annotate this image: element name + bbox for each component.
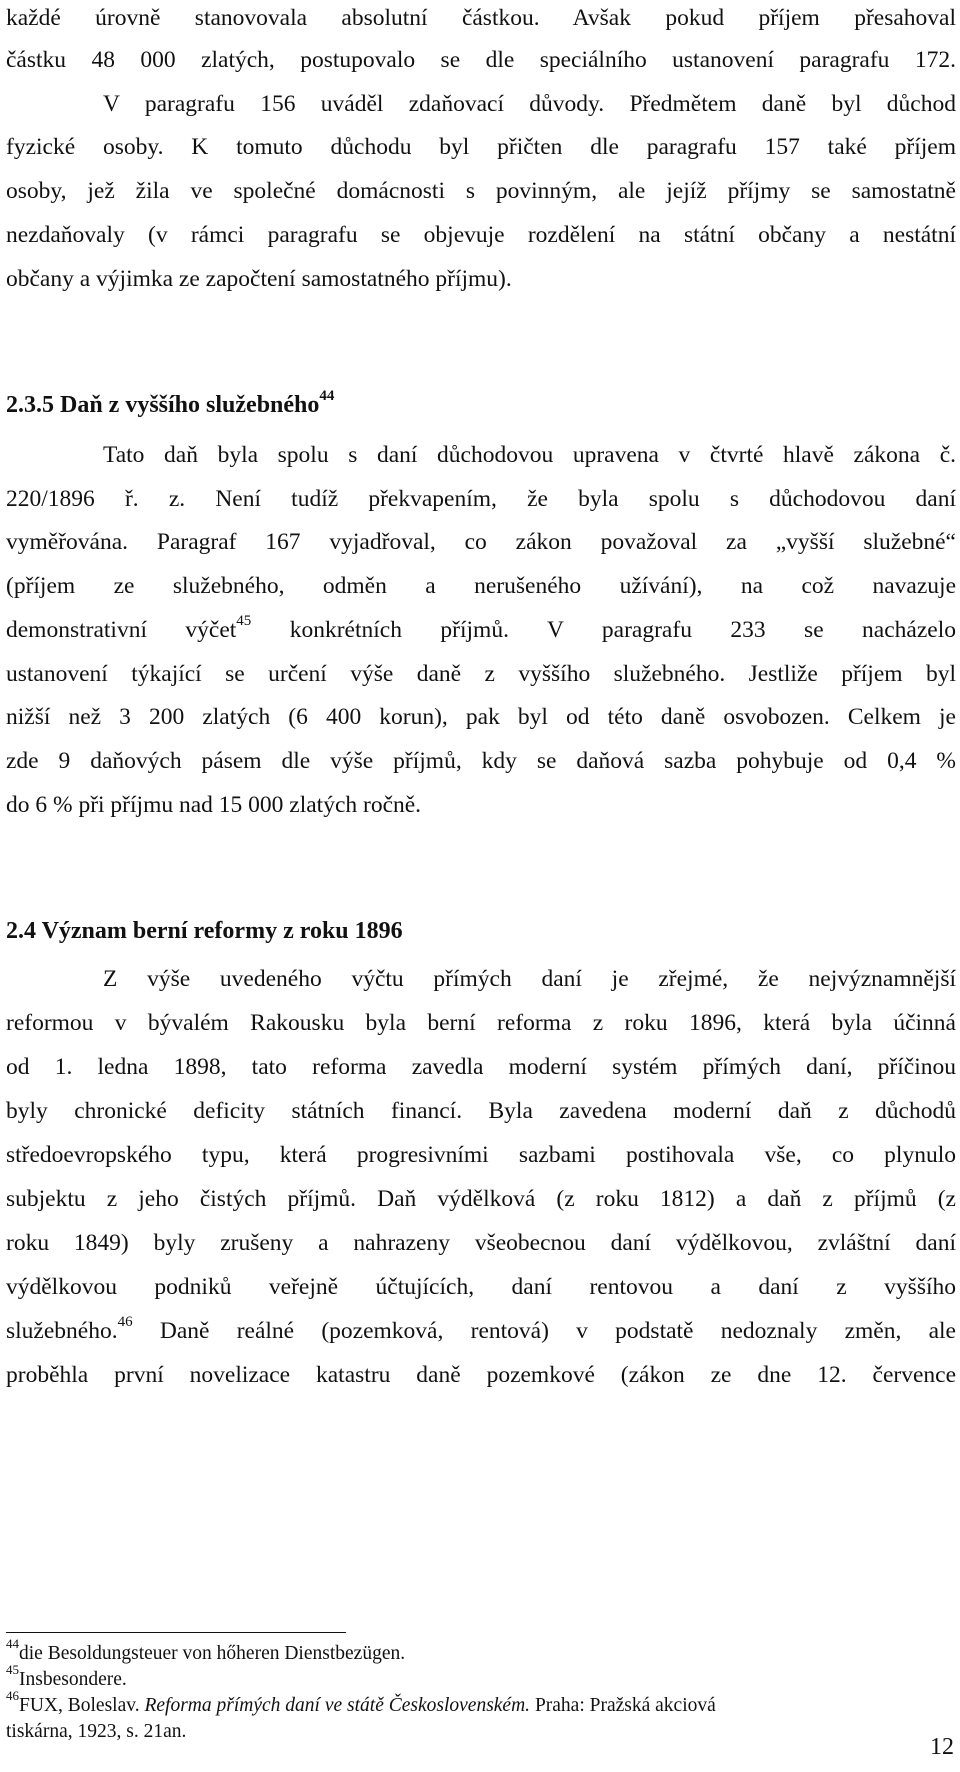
footnote-text: die Besoldungsteuer von hőheren Dienstbezügen. [19,1643,406,1664]
footnote-title: Reforma přímých daní ve státě Československém. [144,1695,531,1716]
section-heading [6,390,956,420]
body-line: Z výše uvedeného výčtu přímých daní je zřejmé, že nejvýznamnější [103,966,956,992]
footnote-ref: 46 [117,1314,133,1331]
body-line: nižší než 3 200 zlatých (6 400 korun), pak byl od této daně osvobozen. Celkem je [6,704,956,730]
body-line: vyměřována. Paragraf 167 vyjadřoval, co zákon považoval za „vyšší služebné“ [6,529,956,555]
footnote [6,1661,946,1692]
section-heading-text: 2.3.5 Daň z vyššího služebného [6,392,320,418]
footnote-ref: 45 [236,613,252,630]
footnote-number: 44 [6,1635,19,1651]
body-line: každé úrovně stanovovala absolutní částkou. Avšak pokud příjem přesahoval [6,5,956,31]
body-line [6,615,956,645]
body-line: Tato daň byla spolu s daní důchodovou upravena v čtvrté hlavě zákona č. [103,442,956,468]
body-line: zde 9 daňových pásem dle výše příjmů, kdy se daňová sazba pohybuje od 0,4 % [6,748,956,774]
body-line: výdělkovou podniků veřejně účtujících, daní rentovou a daní z vyššího [6,1274,956,1300]
body-line: 220/1896 ř. z. Není tudíž překvapením, že byla spolu s důchodovou daní [6,486,956,512]
body-text: služebného. [6,1318,118,1344]
body-line: reformou v bývalém Rakousku byla berní reforma z roku 1896, která byla účinná [6,1010,956,1036]
body-text: Daně reálné (pozemková, rentová) v podstatě nedoznaly změn, ale [132,1318,956,1344]
footnote-text: FUX, Boleslav. [19,1695,145,1716]
body-text: demonstrativní výčet [6,617,237,643]
footnote-text: Praha: Pražská akciová [530,1695,716,1716]
body-line: částku 48 000 zlatých, postupovalo se dle speciálního ustanovení paragrafu 172. [6,47,956,73]
body-line: fyzické osoby. K tomuto důchodu byl přičten dle paragrafu 157 také příjem [6,134,956,160]
body-line: od 1. ledna 1898, tato reforma zavedla moderní systém přímých daní, příčinou [6,1054,956,1080]
footnote-number: 46 [6,1687,19,1703]
footnote-continuation: tiskárna, 1923, s. 21an. [6,1721,187,1742]
footnote [6,1687,946,1718]
footnote-number: 45 [6,1661,19,1677]
body-text: konkrétních příjmů. V paragrafu 233 se nacházelo [251,617,956,643]
body-line: do 6 % při příjmu nad 15 000 zlatých ročně. [6,792,422,818]
body-line: středoevropského typu, která progresivními sazbami postihovala vše, co plynulo [6,1142,956,1168]
page-number: 12 [930,1734,954,1760]
footnote-ref: 44 [319,388,335,404]
body-line: nezdaňovaly (v rámci paragrafu se objevuje rozdělení na státní občany a nestátní [6,222,956,248]
footnote-text: Insbesondere. [19,1669,127,1690]
footnote [6,1635,946,1666]
body-line: osoby, jež žila ve společné domácnosti s povinným, ale jejíž příjmy se samostatně [6,178,956,204]
body-line: proběhla první novelizace katastru daně pozemkové (zákon ze dne 12. července [6,1362,956,1388]
body-line: (příjem ze služebného, odměn a nerušeného užívání), na což navazuje [6,573,956,599]
body-line: roku 1849) byly zrušeny a nahrazeny všeobecnou daní výdělkovou, zvláštní daní [6,1230,956,1256]
section-heading: 2.4 Význam berní reformy z roku 1896 [6,918,403,944]
body-line: byly chronické deficity státních financí. Byla zavedena moderní daň z důchodů [6,1098,956,1124]
footnote-separator [6,1632,346,1633]
body-line: občany a výjimka ze započtení samostatného příjmu). [6,266,512,292]
body-line: ustanovení týkající se určení výše daně z vyššího služebného. Jestliže příjem byl [6,661,956,687]
body-line: V paragrafu 156 uváděl zdaňovací důvody. Předmětem daně byl důchod [103,91,956,117]
body-line: subjektu z jeho čistých příjmů. Daň výdělková (z roku 1812) a daň z příjmů (z [6,1186,956,1212]
body-line [6,1316,956,1346]
